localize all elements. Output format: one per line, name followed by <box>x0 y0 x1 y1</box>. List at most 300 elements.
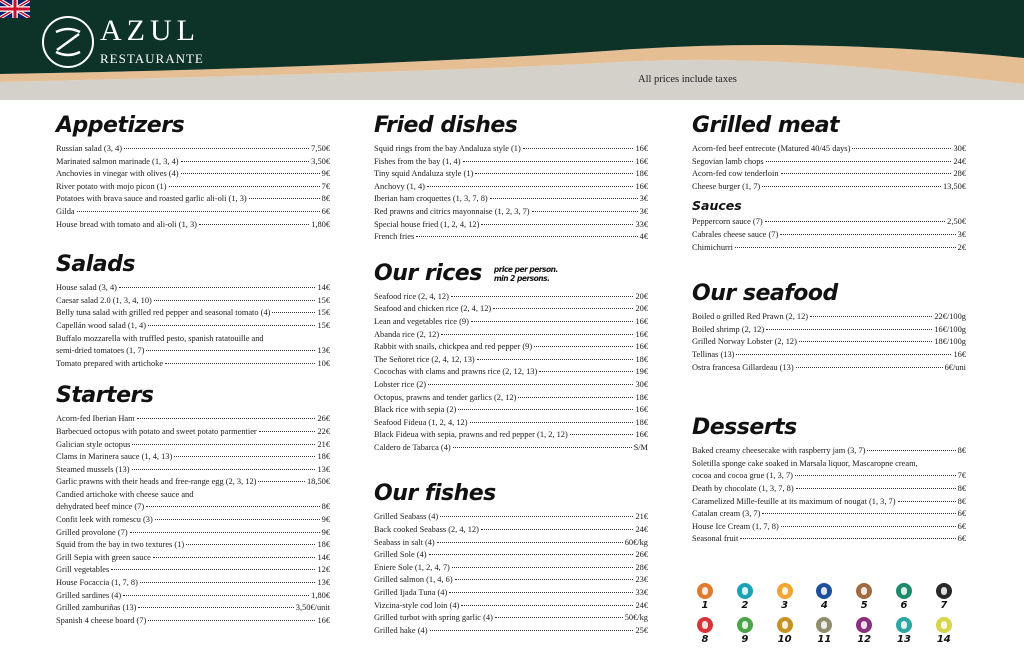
menu-item <box>56 464 330 477</box>
allergen-icon <box>816 617 832 633</box>
menu-item-price: 8€ <box>957 483 966 493</box>
menu-item-price: 9€ <box>321 527 330 537</box>
menu-item-list <box>56 413 330 627</box>
menu-item <box>56 181 330 194</box>
menu-item <box>692 483 966 496</box>
menu-item <box>56 426 330 439</box>
dot-leader <box>781 168 952 174</box>
menu-item <box>374 366 648 379</box>
menu-item-name: River potato with mojo picon (1) <box>56 181 167 191</box>
menu-item-name: Grilled Norway Lobster (2, 12) <box>692 337 797 347</box>
menu-item-name: Squid from the bay in two textures (1) <box>56 540 185 550</box>
menu-item-name: Black Fideua with sepia, prawns and red pepper (1, 2, 12) <box>374 430 568 440</box>
menu-item-name: Spanish 4 cheese board (7) <box>56 615 147 625</box>
dot-leader <box>780 229 955 235</box>
dot-leader <box>155 514 320 520</box>
menu-item-price: 3€ <box>957 229 966 239</box>
section-title-text: Fried dishes <box>374 113 518 138</box>
menu-item-list <box>374 511 648 637</box>
menu-item-price: 7€ <box>957 471 966 481</box>
dot-leader <box>111 564 315 570</box>
menu-item-price: 16€ <box>635 181 648 191</box>
menu-item-name: Acorn-fed beef entrecote (Matured 40/45 days) <box>692 144 851 153</box>
uk-flag-icon[interactable] <box>0 0 30 18</box>
menu-item <box>56 514 330 527</box>
menu-item-name: Death by chocolate (1, 3, 7, 8) <box>692 483 794 493</box>
menu-item-price: 16€ <box>635 329 648 339</box>
allergen-5 <box>856 583 872 613</box>
allergen-icon <box>816 583 832 599</box>
menu-item <box>56 413 330 426</box>
menu-item-name: Peppercorn sauce (7) <box>692 217 763 227</box>
menu-item-price: 2€ <box>957 242 966 252</box>
section-title <box>692 110 966 142</box>
menu-item-price: 13€ <box>317 578 330 588</box>
menu-item <box>692 156 966 169</box>
menu-item <box>374 612 648 625</box>
menu-item-name: Grilled provolone (7) <box>56 527 128 537</box>
section-title-text: Our rices <box>374 260 482 286</box>
menu-item-price: 14€ <box>317 283 330 293</box>
menu-item-price: 23€ <box>635 575 648 585</box>
menu-item-price: 60€/kg <box>624 537 648 547</box>
menu-item-name: Fishes from the bay (1, 4) <box>374 156 461 166</box>
dot-leader <box>481 524 634 530</box>
logo-emblem <box>42 16 94 68</box>
menu-item-price: 13,50€ <box>942 181 966 191</box>
menu-item <box>692 242 966 255</box>
dot-leader <box>735 242 956 248</box>
menu-item-name: House Ice Cream (1, 7, 8) <box>692 521 779 531</box>
menu-item-name: Lean and vegetables rice (9) <box>374 316 469 326</box>
allergen-number: 10 <box>777 634 792 645</box>
menu-item-price: 16€/100g <box>934 324 966 334</box>
menu-item <box>374 354 648 367</box>
menu-item-price: 28€ <box>953 169 966 179</box>
menu-item-name: Grilled sardines (4) <box>56 590 122 600</box>
menu-item-name: Candied artichoke with cheese sauce and <box>56 489 194 499</box>
dot-leader <box>130 527 320 533</box>
dot-leader <box>766 156 952 162</box>
menu-item-price: 7,50€ <box>311 144 330 153</box>
allergen-number: 6 <box>900 600 908 611</box>
dot-leader <box>461 600 633 606</box>
allergen-icon <box>697 617 713 633</box>
section-title <box>56 380 330 412</box>
menu-item-name: Iberian ham croquettes (1, 3, 7, 8) <box>374 194 488 204</box>
menu-item-name-cont: dehydrated beef mince (7) <box>56 502 145 512</box>
menu-item-name: Marinated salmon marinade (1, 3, 4) <box>56 156 179 166</box>
section-title-text: Desserts <box>692 415 797 441</box>
allergen-7 <box>936 583 952 613</box>
menu-section <box>374 478 648 637</box>
menu-item-price: 24€ <box>635 600 648 610</box>
menu-item <box>692 496 966 509</box>
dot-leader <box>428 379 633 385</box>
allergen-11 <box>816 617 832 647</box>
menu-item-name: French fries <box>374 232 415 242</box>
menu-item <box>374 392 648 405</box>
menu-item <box>374 143 648 156</box>
menu-item <box>374 429 648 442</box>
menu-item-name: Seafood Fideua (1, 2, 4, 12) <box>374 417 468 427</box>
allergen-10 <box>777 617 793 647</box>
menu-item <box>56 143 330 156</box>
dot-leader <box>762 181 941 187</box>
menu-item-name: Black rice with sepia (2) <box>374 405 457 415</box>
allergen-icon <box>737 583 753 599</box>
dot-leader <box>132 464 316 470</box>
menu-item-price: 4€ <box>639 232 648 242</box>
menu-item-price: 26€ <box>635 550 648 560</box>
menu-item-name: Grilled Seabass (4) <box>374 512 439 522</box>
menu-item <box>692 324 966 337</box>
menu-item <box>374 625 648 638</box>
menu-item-name: Vizcina-style cod loin (4) <box>374 600 460 610</box>
menu-item <box>374 181 648 194</box>
section-title <box>692 412 966 444</box>
allergen-number: 9 <box>741 634 749 645</box>
menu-item-price: 1,80€ <box>311 590 330 600</box>
allergen-2 <box>737 583 753 613</box>
menu-item-name: Gilda <box>56 206 75 216</box>
allergen-12 <box>856 617 872 647</box>
dot-leader <box>490 193 638 199</box>
dot-leader <box>249 193 320 199</box>
menu-item-list <box>374 143 648 244</box>
menu-item-name: Grilled zamburiñas (13) <box>56 603 137 613</box>
menu-item <box>374 329 648 342</box>
menu-item-price: 12€ <box>317 565 330 575</box>
dot-leader <box>471 316 634 322</box>
menu-item-price: 19€ <box>635 367 648 377</box>
menu-item-name: Garlic prawns with their heads and free-range egg (2, 3, 12) <box>56 477 257 487</box>
menu-item <box>56 439 330 452</box>
dot-leader <box>437 537 623 543</box>
allergen-icon <box>936 583 952 599</box>
menu-item-price: 30€ <box>953 144 966 153</box>
menu-item <box>692 229 966 242</box>
menu-item-name: Acorn-fed Iberian Ham <box>56 414 135 424</box>
menu-item <box>374 587 648 600</box>
menu-item <box>56 476 330 489</box>
menu-item <box>374 316 648 329</box>
menu-item-price: 6€ <box>957 509 966 519</box>
section-title-text: Our fishes <box>374 481 496 507</box>
menu-item-price: 16€ <box>635 405 648 415</box>
menu-item-price: 18,50€ <box>306 477 330 487</box>
section-title-text: Starters <box>56 383 154 409</box>
dot-leader <box>481 219 633 225</box>
dot-leader <box>119 282 316 288</box>
menu-item-name: Baked creamy cheesecake with raspberry jam (3, 7) <box>692 446 866 456</box>
menu-item <box>374 193 648 206</box>
dot-leader <box>165 358 315 364</box>
section-title-text: Appetizers <box>56 113 185 138</box>
menu-item <box>374 303 648 316</box>
menu-item-name: Catalan cream (3, 7) <box>692 509 761 519</box>
menu-item-price: 25€ <box>635 625 648 635</box>
menu-section <box>56 249 330 370</box>
menu-item <box>56 168 330 181</box>
allergen-icon <box>856 617 872 633</box>
menu-item <box>56 527 330 540</box>
menu-item <box>56 156 330 169</box>
menu-item-price: 18€ <box>635 392 648 402</box>
dot-leader <box>440 511 633 517</box>
menu-item-price: 6€ <box>957 534 966 544</box>
menu-item-price: 16€ <box>635 144 648 153</box>
menu-item <box>56 539 330 552</box>
allergen-icon <box>896 583 912 599</box>
menu-item <box>374 562 648 575</box>
menu-item <box>374 206 648 219</box>
dot-leader <box>518 392 633 398</box>
menu-item-name: Caesar salad 2.0 (1, 3, 4, 10) <box>56 295 152 305</box>
menu-item <box>56 345 330 358</box>
menu-item-name: Eniere Sole (1, 2, 4, 7) <box>374 562 450 572</box>
menu-item <box>56 219 330 232</box>
menu-item-price: 18€ <box>635 354 648 364</box>
menu-item-price: 13€ <box>317 464 330 474</box>
menu-item <box>56 552 330 565</box>
menu-item-price: 24€ <box>635 525 648 535</box>
menu-item <box>56 320 330 333</box>
menu-item-name: Cocochas with clams and prawns rice (2, 12, 13) <box>374 367 538 377</box>
menu-item-name: Boiled o grilled Red Prawn (2, 12) <box>692 312 809 322</box>
menu-column-3 <box>692 110 966 546</box>
menu-item <box>374 404 648 417</box>
menu-item-name: Squid rings from the bay Andaluza style (1) <box>374 144 521 153</box>
dot-leader <box>740 533 955 539</box>
menu-item-name: House Focaccia (1, 7, 8) <box>56 578 138 588</box>
menu-item-name: Tomato prepared with artichoke <box>56 358 164 368</box>
dot-leader <box>453 442 632 448</box>
menu-item <box>374 291 648 304</box>
dot-leader <box>455 574 634 580</box>
menu-item-name: Chimichurri <box>692 242 733 252</box>
menu-item-name: Tellinas (13) <box>692 349 735 359</box>
allergen-icon <box>896 617 912 633</box>
menu-item <box>56 590 330 603</box>
menu-item-list <box>692 143 966 193</box>
brand-name: AZUL <box>100 14 200 47</box>
dot-leader <box>532 206 638 212</box>
menu-item-price: 14€ <box>317 552 330 562</box>
menu-item-price: 33€ <box>635 219 648 229</box>
allergen-number: 14 <box>936 634 951 645</box>
menu-item-name: Abanda rice (2, 12) <box>374 329 440 339</box>
menu-item-name: Ostra francesa Gillardeau (13) <box>692 362 794 372</box>
menu-item-name: Seafood rice (2, 4, 12) <box>374 291 449 301</box>
allergen-icon <box>936 617 952 633</box>
header-banner <box>0 0 1024 100</box>
menu-item <box>56 358 330 371</box>
dot-leader <box>463 156 634 162</box>
menu-item-name: Grill Sepia with green sauce <box>56 552 151 562</box>
menu-item-name: Grilled Ijada Tuna (4) <box>374 588 448 598</box>
menu-item <box>56 206 330 219</box>
dot-leader <box>186 539 315 545</box>
dot-leader <box>451 291 634 297</box>
menu-item <box>56 602 330 615</box>
menu-item <box>56 295 330 308</box>
menu-item-price: 3,50€/unit <box>295 603 330 613</box>
menu-item-price: 18€ <box>317 452 330 462</box>
dot-leader <box>795 470 956 476</box>
menu-item <box>692 143 966 156</box>
menu-item-name: Octopus, prawns and tender garlics (2, 12) <box>374 392 517 402</box>
menu-item-price: 18€/100g <box>934 337 966 347</box>
dot-leader <box>77 206 320 212</box>
menu-section <box>56 380 330 627</box>
allergen-number: 12 <box>857 634 872 645</box>
dot-leader <box>124 143 309 149</box>
menu-item <box>692 445 966 458</box>
allergen-number: 2 <box>741 600 749 611</box>
dot-leader <box>174 451 315 457</box>
menu-item-price: 50€/kg <box>624 613 648 623</box>
section-note: price per person. min 2 persons. <box>493 264 558 283</box>
menu-item-price: 21€ <box>635 512 648 522</box>
menu-item-price: 18€ <box>317 540 330 550</box>
menu-item-price: 20€ <box>635 304 648 314</box>
allergen-8 <box>697 617 713 647</box>
menu-item-name: Anchovies in vinegar with olives (4) <box>56 169 179 179</box>
menu-item-price: 6€ <box>321 206 330 216</box>
menu-item-name: Cabrales cheese sauce (7) <box>692 229 779 239</box>
menu-item-name-cont: semi-dried tomatoes (1, 7) <box>56 346 145 356</box>
menu-item <box>374 574 648 587</box>
menu-item-name: Anchovy (1, 4) <box>374 181 425 191</box>
menu-item-name: Seabass in salt (4) <box>374 537 435 547</box>
menu-item <box>374 219 648 232</box>
menu-section <box>374 258 648 455</box>
menu-item <box>692 311 966 324</box>
menu-item-name: Belly tuna salad with grilled red pepper and seasonal tomato (4) <box>56 308 271 318</box>
menu-item-name: Potatoes with brava sauce and roasted garlic ali-oli (1, 3) <box>56 194 247 204</box>
menu-item-price: 26€ <box>317 414 330 424</box>
menu-item <box>374 600 648 613</box>
menu-item <box>56 501 330 514</box>
menu-item-name: Seasonal fruit <box>692 534 739 544</box>
menu-item-price: 24€ <box>953 156 966 166</box>
menu-item-name: Red prawns and citrics mayonnaise (1, 2, 3, 7) <box>374 206 530 216</box>
allergen-13 <box>896 617 912 647</box>
menu-item-price: 3€ <box>639 206 648 216</box>
menu-item-price: 16€ <box>635 316 648 326</box>
section-title <box>692 278 966 310</box>
allergen-4 <box>816 583 832 613</box>
menu-section <box>374 110 648 244</box>
dot-leader <box>137 413 316 419</box>
menu-item <box>374 231 648 244</box>
dot-leader <box>810 311 932 317</box>
allergen-icon <box>777 617 793 633</box>
dot-leader <box>534 341 633 347</box>
allergen-number: 7 <box>940 600 948 611</box>
menu-item-name: Lobster rice (2) <box>374 379 427 389</box>
menu-item-name: Special house fried (1, 2, 4, 12) <box>374 219 480 229</box>
menu-item-list <box>56 143 330 231</box>
menu-item-price: 6€ <box>957 521 966 531</box>
section-title-text: Grilled meat <box>692 113 840 138</box>
dot-leader <box>765 216 945 222</box>
section-title-text: Our seafood <box>692 281 838 307</box>
allergen-icon <box>737 617 753 633</box>
menu-item <box>692 216 966 229</box>
menu-item-name: House salad (3, 4) <box>56 283 117 293</box>
section-title-text: Salads <box>56 252 135 278</box>
allergen-number: 3 <box>781 600 789 611</box>
menu-item <box>56 615 330 628</box>
menu-item-price: 1,80€ <box>311 219 330 229</box>
menu-item <box>56 307 330 320</box>
menu-item-list <box>56 282 330 370</box>
menu-item-price: 8€ <box>321 194 330 204</box>
menu-item-name: Steamed mussels (13) <box>56 464 130 474</box>
dot-leader <box>736 349 951 355</box>
dot-leader <box>154 295 316 301</box>
menu-section <box>692 278 966 374</box>
allergen-9 <box>737 617 753 647</box>
menu-item-price: 16€ <box>635 156 648 166</box>
menu-item-name: Soletilla sponge cake soaked in Marsala liquor, Mascaropne cream, <box>692 458 918 468</box>
dot-leader <box>796 483 956 489</box>
menu-item-name: Cheese burger (1, 7) <box>692 181 761 191</box>
dot-leader <box>132 439 315 445</box>
dot-leader <box>140 577 316 583</box>
section-title <box>374 478 648 510</box>
menu-item <box>692 181 966 194</box>
menu-item <box>374 549 648 562</box>
allergen-14 <box>936 617 952 647</box>
menu-item-list <box>692 311 966 374</box>
menu-item-price: 28€ <box>635 562 648 572</box>
menu-item <box>692 336 966 349</box>
menu-item-name: The Señoret rice (2, 4, 12, 13) <box>374 354 475 364</box>
menu-item-name: Tiny squid Andaluza style (1) <box>374 169 474 179</box>
dot-leader <box>493 303 633 309</box>
dot-leader <box>766 324 932 330</box>
menu-item-name: Russian salad (3, 4) <box>56 144 123 153</box>
section-title <box>374 258 648 290</box>
menu-item-price: 15€ <box>317 320 330 330</box>
menu-item-price: 2,50€ <box>947 217 966 227</box>
allergen-number: 11 <box>817 634 832 645</box>
section-title <box>56 249 330 281</box>
menu-item <box>374 168 648 181</box>
menu-item-price: 20€ <box>635 291 648 301</box>
allergen-3 <box>777 583 793 613</box>
menu-item-price: 21€ <box>317 439 330 449</box>
dot-leader <box>430 625 634 631</box>
menu-section <box>692 197 966 254</box>
menu-item <box>692 533 966 546</box>
menu-section <box>56 110 330 231</box>
menu-item-price: 18€ <box>635 169 648 179</box>
dot-leader <box>148 615 315 621</box>
section-title <box>56 110 330 142</box>
dot-leader <box>427 181 634 187</box>
menu-item-name: House bread with tomato and ali-oli (1, 3) <box>56 219 197 229</box>
menu-item-name: Grilled hake (4) <box>374 625 428 635</box>
menu-item <box>692 521 966 534</box>
section-title <box>374 110 648 142</box>
menu-item-price: 3€ <box>639 194 648 204</box>
menu-item-name: Boiled shrimp (2, 12) <box>692 324 765 334</box>
menu-item-name: Back cooked Seabass (2, 4, 12) <box>374 525 479 535</box>
